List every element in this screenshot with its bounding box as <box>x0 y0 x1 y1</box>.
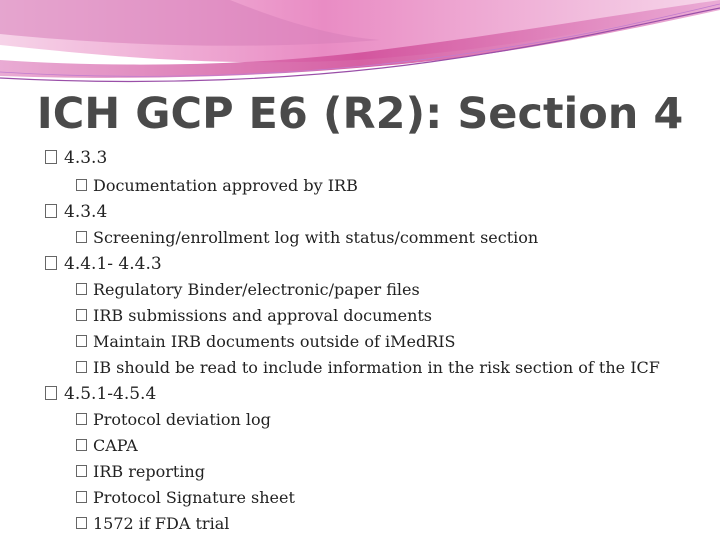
bullet-text: 4.3.3 <box>64 148 108 168</box>
hollow-square-bullet-icon <box>76 361 87 373</box>
hollow-square-bullet-icon <box>76 413 87 425</box>
bullet-text: 1572 if FDA trial <box>93 514 230 533</box>
sub-bullet-item <box>76 462 205 481</box>
bullet-text: IB should be read to include information in the risk section of the ICF <box>93 358 660 377</box>
hollow-square-bullet-icon <box>45 204 57 218</box>
sub-bullet-item <box>76 332 456 351</box>
slide-title: ICH GCP E6 (R2): Section 4 <box>36 89 684 139</box>
hollow-square-bullet-icon <box>76 465 87 477</box>
sub-bullet-item <box>76 436 138 455</box>
decorative-header-banner <box>0 0 720 90</box>
hollow-square-bullet-icon <box>76 517 87 529</box>
hollow-square-bullet-icon <box>45 386 57 400</box>
bullet-text: Screening/enrollment log with status/comment section <box>93 228 539 247</box>
hollow-square-bullet-icon <box>45 150 57 164</box>
bullet-text: Protocol deviation log <box>93 410 271 429</box>
hollow-square-bullet-icon <box>76 231 87 243</box>
bullet-text: 4.4.1- 4.4.3 <box>64 254 162 274</box>
bullet-item <box>45 254 162 274</box>
hollow-square-bullet-icon <box>76 309 87 321</box>
bullet-text: Regulatory Binder/electronic/paper files <box>93 280 420 299</box>
hollow-square-bullet-icon <box>45 256 57 270</box>
hollow-square-bullet-icon <box>76 179 87 191</box>
sub-bullet-item <box>76 488 295 507</box>
hollow-square-bullet-icon <box>76 491 87 503</box>
bullet-item <box>45 384 156 404</box>
bullet-item <box>45 148 107 168</box>
bullet-item <box>45 202 107 222</box>
bullet-text: Maintain IRB documents outside of iMedRIS <box>93 332 456 351</box>
bullet-text: IRB submissions and approval documents <box>93 306 433 325</box>
sub-bullet-item <box>76 176 358 195</box>
bullet-text: Protocol Signature sheet <box>93 488 295 507</box>
sub-bullet-item <box>76 410 271 429</box>
hollow-square-bullet-icon <box>76 283 87 295</box>
bullet-text: Documentation approved by IRB <box>93 176 358 195</box>
sub-bullet-item <box>76 306 432 325</box>
sub-bullet-item <box>76 514 229 533</box>
hollow-square-bullet-icon <box>76 335 87 347</box>
bullet-text: 4.5.1-4.5.4 <box>64 384 157 404</box>
hollow-square-bullet-icon <box>76 439 87 451</box>
sub-bullet-item <box>76 228 538 247</box>
sub-bullet-item <box>76 358 660 377</box>
bullet-text: 4.3.4 <box>64 202 108 222</box>
bullet-text: IRB reporting <box>93 462 205 481</box>
sub-bullet-item <box>76 280 420 299</box>
bullet-text: CAPA <box>93 436 138 455</box>
